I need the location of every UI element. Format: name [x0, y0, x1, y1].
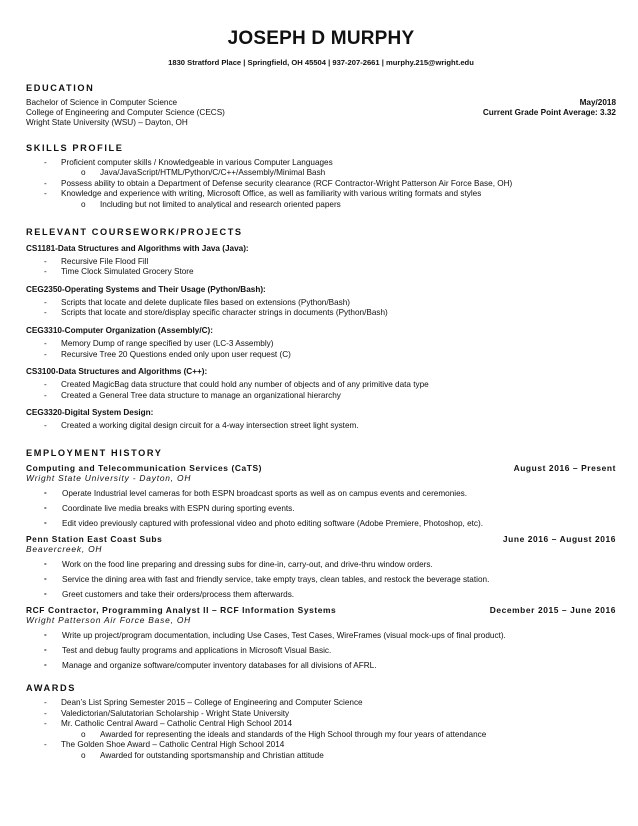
course-list — [26, 339, 616, 360]
list-item: - Valedictorian/Salutatorian Scholarship - Wright State University — [44, 708, 290, 718]
list-item: - Operate Industrial level cameras for both ESPN broadcast sports as well as on campus events and ceremonies. — [44, 487, 468, 498]
job-company: Computing and Telecommunication Services (CaTS) — [26, 462, 263, 473]
list-item: - Mr. Catholic Central Award – Catholic Central High School 2014 — [44, 719, 293, 729]
coursework-heading: RELEVANT COURSEWORK/PROJECTS — [26, 226, 243, 237]
job-company: Penn Station East Coast Subs — [26, 533, 163, 544]
list-item: - Proficient computer skills / Knowledgeable in various Computer Languages — [44, 157, 333, 167]
awards-list — [26, 698, 616, 762]
list-item: - Knowledge and experience with writing, Microsoft Office, as well as familiarity with various writing formats and styles — [44, 189, 482, 199]
list-item: - Time Clock Simulated Grocery Store — [44, 267, 194, 277]
employment-heading: EMPLOYMENT HISTORY — [26, 447, 163, 458]
sub-list-item: o Including but not limited to analytical and research oriented papers — [81, 199, 341, 209]
job-company: RCF Contractor, Programming Analyst II – RCF Information Systems — [26, 604, 337, 615]
skills-heading: SKILLS PROFILE — [26, 142, 124, 153]
sub-list-item: o Awarded for outstanding sportsmanship and Christian attitude — [81, 750, 324, 760]
awards-heading: AWARDS — [26, 682, 76, 693]
sub-list-item: o Java/JavaScript/HTML/Python/C/C++/Assembly/Minimal Bash — [81, 168, 326, 178]
list-item: - Work on the food line preparing and dressing subs for dine-in, carry-out, and drive-thru window orders. — [44, 558, 433, 569]
graduation-date: May/2018 — [579, 98, 616, 107]
list-item: - Created MagicBag data structure that could hold any number of objects and of any primitive data type — [44, 380, 429, 390]
list-item: - The Golden Shoe Award – Catholic Central High School 2014 — [44, 740, 285, 750]
course-list — [26, 421, 616, 432]
list-item: - Scripts that locate and store/display specific character strings in documents (Python/Bash) — [44, 308, 388, 318]
job-header — [26, 534, 616, 544]
course-list — [26, 298, 616, 319]
education-heading: EDUCATION — [26, 83, 95, 93]
course-title: CEG2350-Operating Systems and Their Usage (Python/Bash): — [26, 284, 266, 294]
list-item: - Service the dining area with fast and friendly service, take empty trays, clean tables, and restock the beverage station. — [44, 573, 490, 584]
job-header — [26, 463, 616, 473]
education-degree-row — [26, 98, 616, 108]
list-item: - Scripts that locate and delete duplicate files based on extensions (Python/Bash) — [44, 297, 351, 307]
contact-info: 1830 Stratford Place | Springfield, OH 45504 | 937-207-2661 | murphy.215@wright.edu — [168, 58, 474, 67]
list-item: - Edit video previously captured with professional video and photo editing software (Adobe Premiere, Photoshop, etc). — [44, 517, 483, 528]
list-item: - Memory Dump of range specified by user (LC-3 Assembly) — [44, 338, 274, 348]
course-list — [26, 380, 616, 401]
list-item: - Recursive Tree 20 Questions ended only upon user request (C) — [44, 349, 291, 359]
job-dates: August 2016 – Present — [513, 462, 616, 473]
sub-list-item: o Awarded for representing the ideals and standards of the High School through my four years of attendance — [81, 729, 487, 739]
list-item: - Created a working digital design circuit for a 4-way intersection street light system. — [44, 421, 359, 431]
list-item: - Manage and organize software/computer inventory databases for all divisions of AFRL. — [44, 659, 377, 670]
list-item: - Possess ability to obtain a Department of Defense security clearance (RCF Contractor-Wright Patterson Air Force Base, OH) — [44, 178, 513, 188]
job-header — [26, 605, 616, 615]
college: College of Engineering and Computer Science (CECS) — [26, 108, 225, 118]
university: Wright State University (WSU) – Dayton, OH — [26, 118, 188, 128]
job-dates: December 2015 – June 2016 — [489, 604, 616, 615]
job-location: Wright State University - Dayton, OH — [26, 472, 192, 483]
skills-list — [26, 158, 616, 211]
list-item: - Test and debug faulty programs and applications in Microsoft Visual Basic. — [44, 644, 332, 655]
list-item: - Coordinate live media breaks with ESPN during sporting events. — [44, 502, 295, 513]
job-dates: June 2016 – August 2016 — [502, 533, 616, 544]
degree: Bachelor of Science in Computer Science — [26, 98, 178, 107]
education-college-row — [26, 108, 616, 118]
list-item: - Created a General Tree data structure to manage an organizational hierarchy — [44, 390, 341, 400]
list-item: - Greet customers and take their orders/process them afterwards. — [44, 588, 295, 599]
job-location: Beavercreek, OH — [26, 543, 103, 554]
resume-name: JOSEPH D MURPHY — [227, 28, 415, 49]
course-title: CS1181-Data Structures and Algorithms with Java (Java): — [26, 243, 249, 253]
list-item: - Write up project/program documentation, including Use Cases, Test Cases, WireFrames (visual mock-ups of final product). — [44, 629, 506, 640]
list-item: - Dean’s List Spring Semester 2015 – College of Engineering and Computer Science — [44, 697, 363, 707]
job-location: Wright Patterson Air Force Base, OH — [26, 614, 191, 625]
course-list — [26, 257, 616, 278]
course-title: CS3100-Data Structures and Algorithms (C++): — [26, 367, 208, 377]
course-title: CEG3320-Digital System Design: — [26, 408, 154, 418]
course-title: CEG3310-Computer Organization (Assembly/C): — [26, 325, 213, 335]
list-item: - Recursive File Flood Fill — [44, 256, 149, 266]
gpa: Current Grade Point Average: 3.32 — [482, 108, 616, 118]
